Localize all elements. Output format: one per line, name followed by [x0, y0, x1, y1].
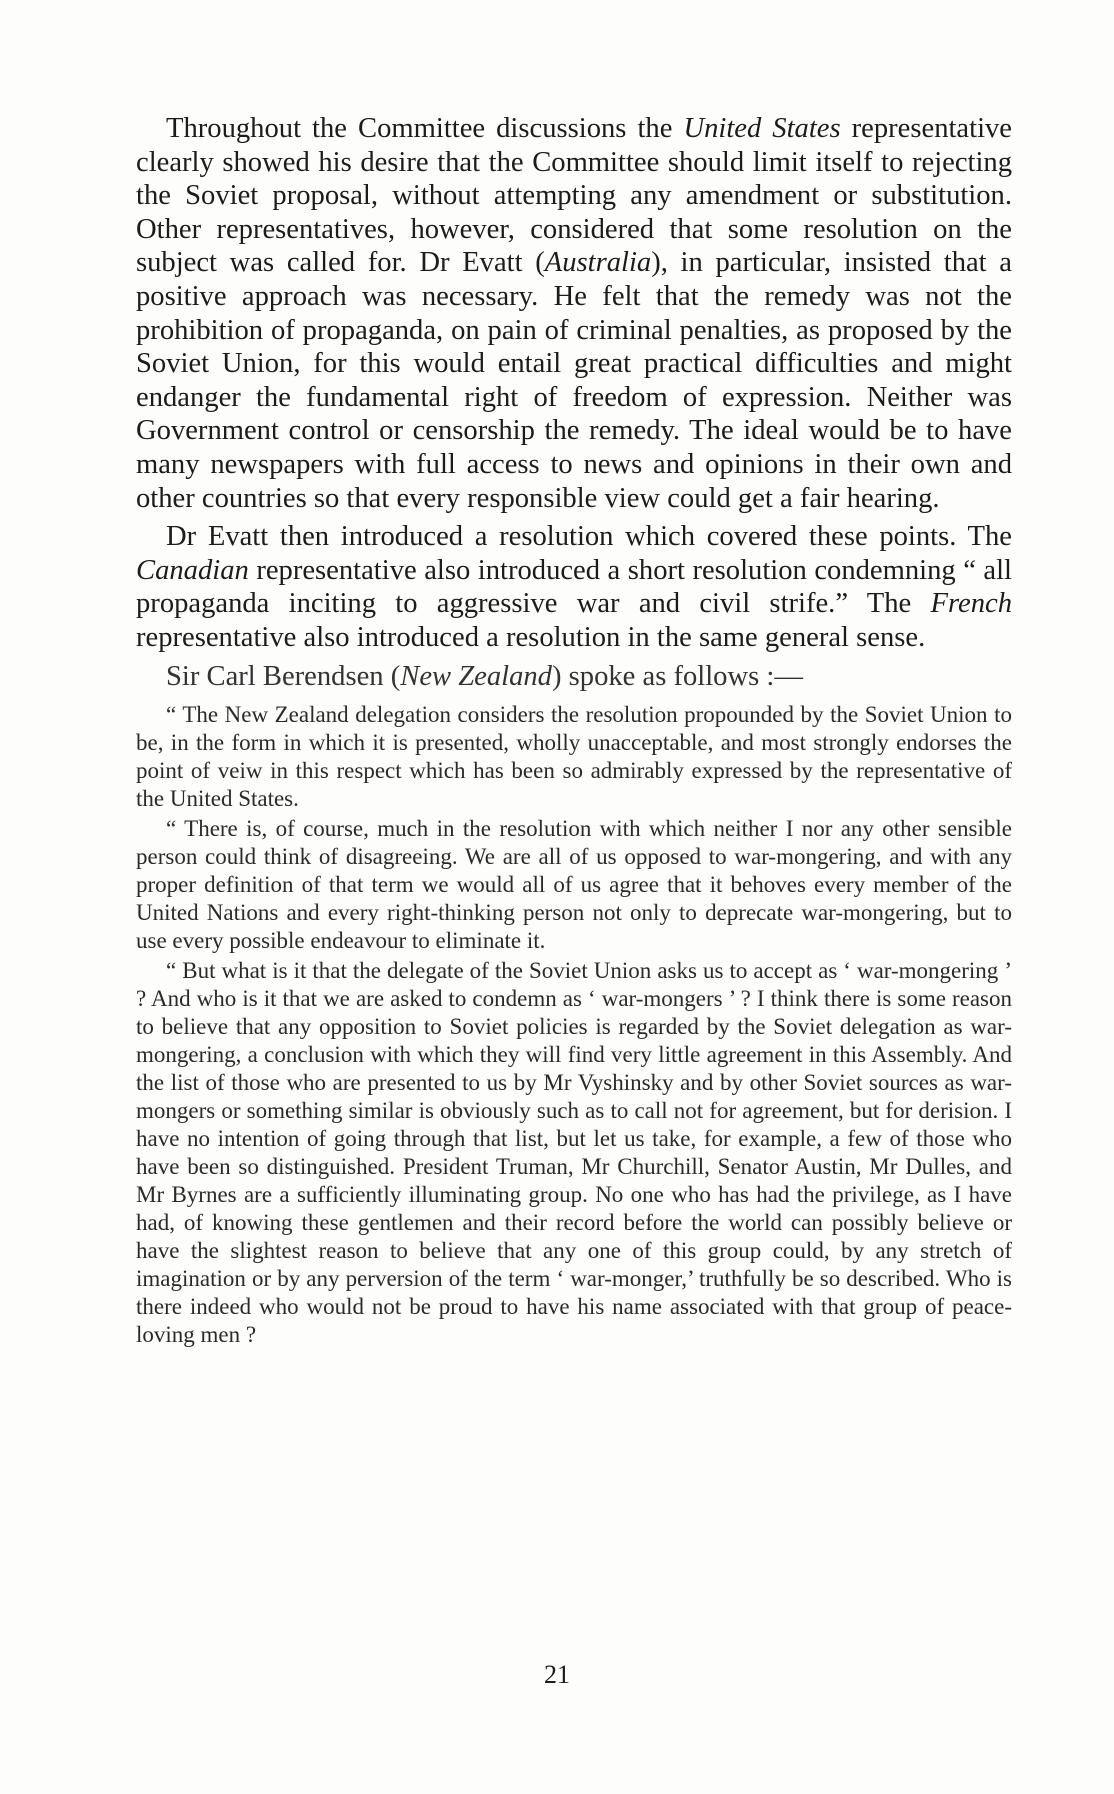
italic-country-united-states: United States — [683, 113, 841, 144]
italic-country-canadian: Canadian — [136, 554, 249, 586]
document-page — [136, 112, 1012, 1349]
text-run: Sir Carl Berendsen ( — [166, 660, 401, 692]
text-run: representative also introduced a short resolution condemning “ all propaganda inciting to aggressive war and civil strife.” The — [136, 554, 1012, 620]
text-run: ) spoke as follows :— — [551, 660, 803, 692]
text-run: representative clearly showed his desire that the Committee should limit itself to rejecting the Soviet proposal, without attempting any amendment or substitution. Other representatives, however, considered that some resolution on the subject was called for. Dr Evatt ( — [136, 113, 1013, 279]
italic-country-new-zealand: New Zealand — [400, 660, 552, 692]
italic-country-australia: Australia — [544, 247, 652, 279]
quote-paragraph-2: “ There is, of course, much in the resolution with which neither I nor any other sensible person could think of disagreeing. We are all of us opposed to war-mongering, and with any proper definition of that term we would all of us agree that it behoves every member of the United Nations and every right-thinking person not only to deprecate war-mongering, but to use every possible endeavour to eliminate it. — [136, 816, 1012, 954]
page-number: 21 — [544, 1660, 570, 1689]
text-run: Throughout the Committee discussions the — [166, 113, 684, 144]
text-run: ), in particular, insisted that a positive approach was necessary. He felt that the remedy was not the prohibition of propaganda, on pain of criminal penalties, as proposed by the Soviet Union, for this would entail great practical difficulties and might endanger the fundamental right of freedom of expression. Neither was Government control or censorship the remedy. The ideal would be to have many newspapers with full access to news and opinions in their own and other countries so that every responsible view could get a fair hearing. — [136, 247, 1012, 514]
quote-paragraph-3: “ But what is it that the delegate of the Soviet Union asks us to accept as ‘ war-mongering ’ ? And who is it that we are asked to condemn as ‘ war-mongers ’ ? I think there is some reason to believe that any opposition to Soviet policies is regarded by the Soviet delegation as war-mongering, a conclusion with which they will find very little agreement in this Assembly. And the list of those who are presented to us by Mr Vyshinsky and by other Soviet sources as war-mongers or something similar is obviously such as to call not for agreement, but for derision. I have no intention of going through that list, but let us take, for example, a few of those who have been so distinguished. President Truman, Mr Churchill, Senator Austin, Mr Dulles, and Mr Byrnes are a sufficiently illuminating group. No one who has had the privilege, as I have had, of knowing these gentlemen and their record before the world can possibly believe or have the slightest reason to believe that any one of this group could, by any stretch of imagination or by any perversion of the term ‘ war-monger,’ truthfully be so described. Who is there indeed who would not be proud to have his name associated with that group of peace-loving men ? — [136, 958, 1012, 1348]
quote-paragraph-1: “ The New Zealand delegation considers the resolution propounded by the Soviet Union to be, in the form in which it is presented, wholly unacceptable, and most strongly endorses the point of veiw in this respect which has been so admirably expressed by the representative of the United States. — [136, 702, 1012, 812]
paragraph-evatt-resolution — [136, 520, 1012, 654]
italic-country-french: French — [930, 588, 1012, 620]
text-run: representative also introduced a resolution in the same general sense. — [136, 621, 926, 653]
text-run: Dr Evatt then introduced a resolution which covered these points. The — [166, 521, 1012, 553]
paragraph-berendsen-intro — [136, 660, 1012, 694]
paragraph-committee-discussions — [136, 112, 1012, 515]
